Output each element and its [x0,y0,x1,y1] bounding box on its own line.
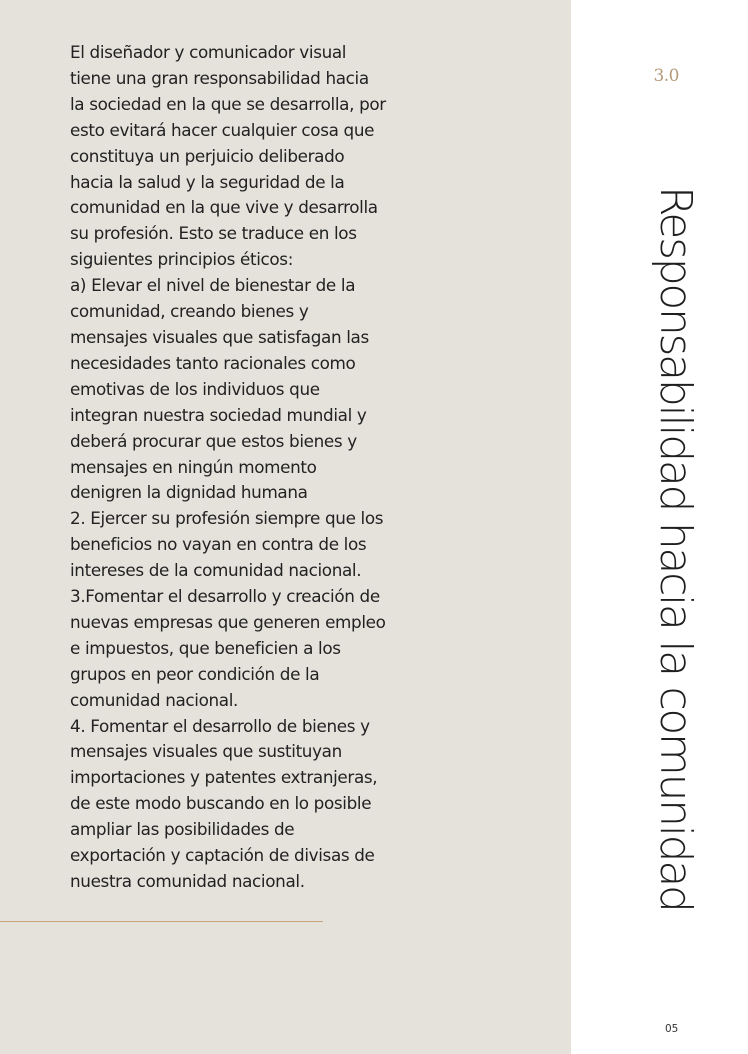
text-line: comunidad en la que vive y desarrolla [70,197,378,218]
text-line: 2. Ejercer su profesión siempre que los [70,508,384,529]
text-line: beneficios no vayan en contra de los [70,534,367,555]
text-line: mensajes visuales que sustituyan [70,741,342,762]
text-line: exportación y captación de divisas de [70,845,375,866]
text-line: ampliar las posibilidades de [70,819,295,840]
text-line: importaciones y patentes extranjeras, [70,767,378,788]
text-line: denigren la dignidad humana [70,482,308,503]
section-number: 3.0 [653,66,679,86]
text-line: grupos en peor condición de la [70,663,320,684]
text-line: El diseñador y comunicador visual [70,42,347,62]
text-line: mensajes en ningún momento [70,456,317,477]
text-line: hacia la salud y la seguridad de la [70,171,345,192]
text-line: a) Elevar el nivel de bienestar de la [70,275,356,296]
section-title: Responsabilidad hacia la comunidad [650,186,701,911]
text-line: emotivas de los individuos que [70,378,320,399]
text-line: intereses de la comunidad nacional. [70,560,362,581]
text-line: siguientes principios éticos: [70,249,294,270]
text-line: e impuestos, que beneficien a los [70,637,341,658]
text-line: esto evitará hacer cualquier cosa que [70,119,375,140]
text-line: mensajes visuales que satisfagan las [70,326,369,347]
page-number: 05 [665,1023,679,1035]
text-line: de este modo buscando en lo posible [70,793,372,814]
text-line: nuevas empresas que generen empleo [70,611,386,632]
text-line: necesidades tanto racionales como [70,352,356,373]
text-line: 4. Fomentar el desarrollo de bienes y [70,715,370,736]
text-line: comunidad, creando bienes y [70,301,309,322]
body-text [70,40,410,895]
accent-divider [0,921,323,922]
text-line: la sociedad en la que se desarrolla, por [70,93,386,114]
text-line: tiene una gran responsabilidad hacia [70,67,369,88]
text-line: nuestra comunidad nacional. [70,871,305,891]
text-line: 3.Fomentar el desarrollo y creación de [70,586,380,607]
text-line: constituya un perjuicio deliberado [70,145,345,166]
text-line: su profesión. Esto se traduce en los [70,223,357,244]
text-line: comunidad nacional. [70,689,239,710]
text-line: integran nuestra sociedad mundial y [70,404,367,425]
text-line: deberá procurar que estos bienes y [70,430,357,451]
